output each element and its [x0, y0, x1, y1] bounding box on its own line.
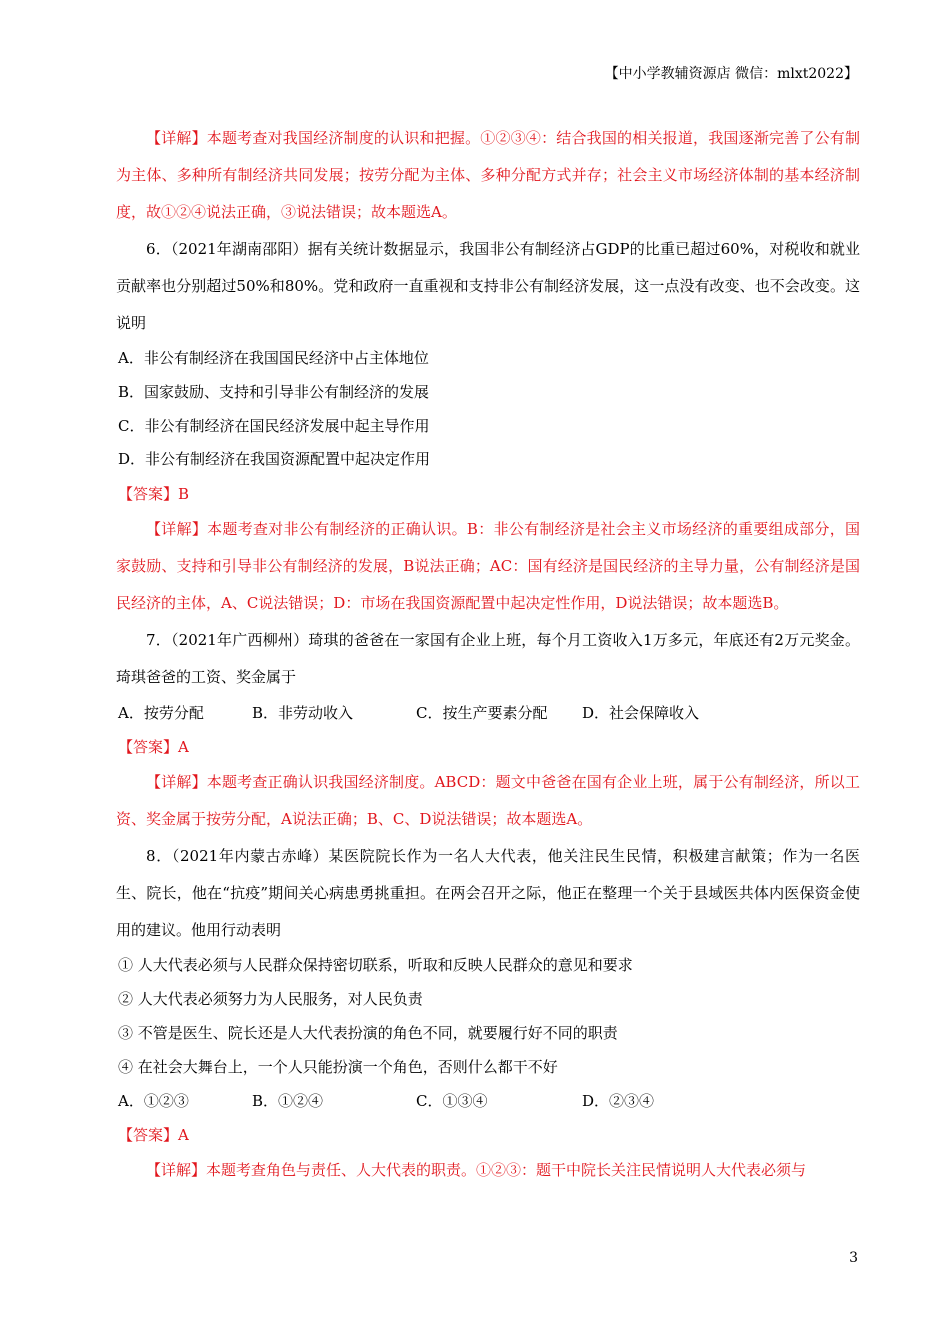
analysis-q6: 【详解】本题考查对非公有制经济的正确认识。B：非公有制经济是社会主义市场经济的重要组成部分，国家鼓励、支持和引导非公有制经济的发展，B说法正确；AC：国有经济是国民经济的主导力量，公有制经济是国民经济的主体，A、C说法错误；D：市场在我国资源配置中起决定性作用，D说法错误；故本题选B。: [116, 520, 860, 613]
page-number: 3: [849, 1250, 858, 1266]
analysis-q8: 【详解】本题考查角色与责任、人大代表的职责。①②③：题干中院长关注民情说明人大代表必须与: [146, 1161, 807, 1180]
question-7-option-b: B．非劳动收入: [252, 704, 354, 723]
question-7-option-d: D．社会保障收入: [582, 704, 700, 723]
question-6-option-a: A．非公有制经济在我国国民经济中占主体地位: [118, 349, 429, 367]
question-8-option-a: A．①②③: [118, 1092, 189, 1111]
question-8-option-c: C．①③④: [416, 1092, 488, 1111]
question-8-option-d: D．②③④: [582, 1092, 655, 1111]
analysis-q7: 【详解】本题考查正确认识我国经济制度。ABCD：题文中爸爸在国有企业上班，属于公有制经济，所以工资、奖金属于按劳分配，A说法正确；B、C、D说法错误；故本题选A。: [116, 773, 860, 829]
question-7-option-a: A．按劳分配: [118, 704, 204, 723]
question-7-option-c: C．按生产要素分配: [416, 704, 548, 723]
analysis-q5: 【详解】本题考查对我国经济制度的认识和把握。①②③④：结合我国的相关报道，我国逐渐完善了公有制为主体、多种所有制经济共同发展；按劳分配为主体、多种分配方式并存；社会主义市场经济体制的基本经济制度，故①②④说法正确，③说法错误；故本题选A。: [116, 129, 860, 221]
document-body: [116, 120, 860, 1189]
question-8-options: [116, 1084, 860, 1118]
question-8-option-b: B．①②④: [252, 1092, 324, 1111]
answer-q7: 【答案】A: [118, 738, 189, 757]
question-6-option-c: C．非公有制经济在国民经济发展中起主导作用: [118, 416, 430, 435]
answer-q6: 【答案】B: [118, 485, 190, 504]
question-8-statement-2: ② 人大代表必须努力为人民服务，对人民负责: [118, 989, 423, 1008]
question-8-statement-3: ③ 不管是医生、院长还是人大代表扮演的角色不同，就要履行好不同的职责: [118, 1023, 618, 1042]
question-6-option-b: B．国家鼓励、支持和引导非公有制经济的发展: [118, 382, 430, 401]
question-7-stem: 7．（2021年广西柳州）琦琪的爸爸在一家国有企业上班，每个月工资收入1万多元，年底还有2万元奖金。琦琪爸爸的工资、奖金属于: [116, 631, 860, 687]
page-header: 【中小学教辅资源店 微信：mlxt2022】: [604, 66, 858, 82]
question-8-statement-1: ① 人大代表必须与人民群众保持密切联系，听取和反映人民群众的意见和要求: [118, 956, 633, 975]
answer-q8: 【答案】A: [118, 1126, 189, 1145]
question-8-statement-4: ④ 在社会大舞台上，一个人只能扮演一个角色，否则什么都干不好: [118, 1057, 558, 1076]
question-8-stem: 8．（2021年内蒙古赤峰）某医院院长作为一名人大代表，他关注民生民情，积极建言献策；作为一名医生、院长，他在“抗疫”期间关心病患勇挑重担。在两会召开之际，他正在整理一个关于县域医共体内医保资金使用的建议。他用行动表明: [116, 847, 860, 940]
question-7-options: [116, 696, 860, 730]
question-6-stem: 6．（2021年湖南邵阳）据有关统计数据显示，我国非公有制经济占GDP的比重已超过60%，对税收和就业贡献率也分别超过50%和80%。党和政府一直重视和支持非公有制经济发展，这一点没有改变、也不会改变。这说明: [116, 240, 860, 332]
question-6-option-d: D．非公有制经济在我国资源配置中起决定作用: [118, 450, 431, 469]
